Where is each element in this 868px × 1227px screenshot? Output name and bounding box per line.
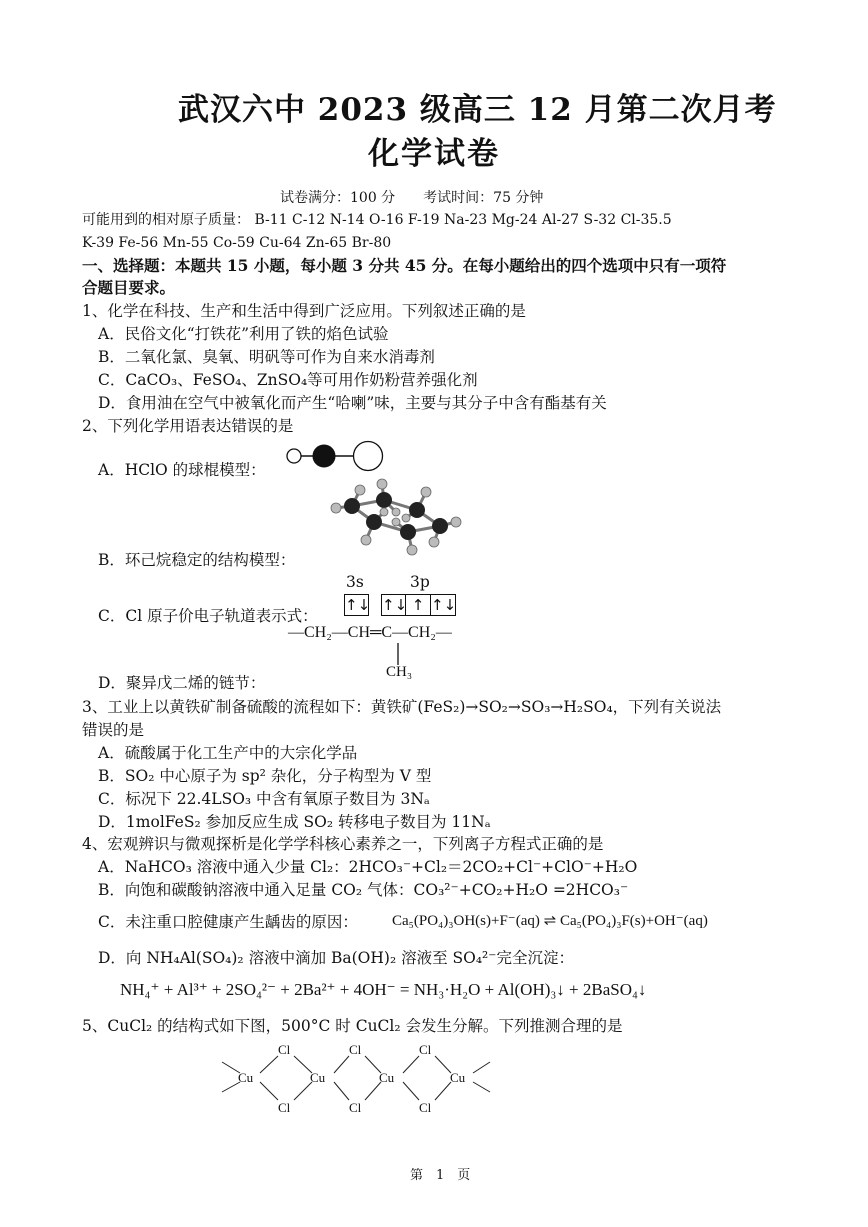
orbital-box: ↑↓ — [431, 596, 457, 614]
section-heading: 一、选择题：本题共 15 小题，每小题 3 分共 45 分。在每小题给出的四个选项中只有一项符 — [82, 256, 727, 275]
page-subtitle: 化学试卷 — [368, 136, 500, 172]
cu-atom: Cu — [238, 1070, 254, 1085]
orbital-3p-boxes — [381, 594, 456, 616]
page-number: 第 1 页 — [410, 1168, 471, 1183]
q3-option-c: C．标况下 22.4LSO₃ 中含有氧原子数目为 3Nₐ — [98, 790, 430, 808]
chlorine-atom — [354, 442, 383, 471]
cl-atom: Cl — [419, 1100, 432, 1115]
q3-option-b: B．SO₂ 中心原子为 sp² 杂化，分子构型为 V 型 — [98, 767, 432, 785]
cl-atom: Cl — [419, 1042, 432, 1057]
cu-atom: Cu — [450, 1070, 466, 1085]
orbital-3s-box — [344, 594, 369, 616]
q2-option-b: B．环己烷稳定的结构模型： — [98, 551, 296, 569]
orbital-label-3s: 3s — [346, 573, 364, 591]
hclo-ball-stick-model — [284, 440, 386, 472]
oxygen-atom — [313, 445, 335, 467]
cucl2-chain-structure — [218, 1040, 498, 1116]
cl-atom: Cl — [278, 1042, 291, 1057]
q1-option-c: C．CaCO₃、FeSO₄、ZnSO₄等可用作奶粉营养强化剂 — [98, 371, 478, 389]
q5-stem: 5、CuCl₂ 的结构式如下图，500°C 时 CuCl₂ 会发生分解。下列推测合理的是 — [82, 1017, 623, 1035]
q2-option-a: A．HClO 的球棍模型： — [98, 461, 266, 479]
atomic-mass-line-1: 可能用到的相对原子质量： B-11 C-12 N-14 O-16 F-19 Na-23 Mg-24 Al-27 S-32 Cl-35.5 — [82, 212, 672, 228]
q4-option-c: C．未注重口腔健康产生龋齿的原因： — [98, 913, 358, 931]
orbital-box: ↑↓ — [382, 596, 408, 614]
atomic-mass-line-2: K-39 Fe-56 Mn-55 Co-59 Cu-64 Zn-65 Br-80 — [82, 235, 392, 251]
q2-option-d: D．聚异戊二烯的链节： — [98, 674, 266, 692]
q4-option-a: A．NaHCO₃ 溶液中通入少量 Cl₂：2HCO₃⁻+Cl₂＝2CO₂+Cl⁻+ClO⁻+H₂O — [98, 858, 638, 876]
orbital-box: ↑ — [406, 594, 431, 616]
q3-stem-cont: 错误的是 — [82, 721, 145, 739]
q3-stem: 3、工业上以黄铁矿制备硫酸的流程如下：黄铁矿(FeS₂)→SO₂→SO₃→H₂SO₄，下列有关说法 — [82, 698, 722, 716]
hydrogen-atom — [287, 449, 301, 463]
page-title: 武汉六中 2023 级高三 12 月第二次月考 — [178, 92, 777, 128]
q4-stem: 4、宏观辨识与微观探析是化学学科核心素养之一，下列离子方程式正确的是 — [82, 835, 604, 853]
q2-stem: 2、下列化学用语表达错误的是 — [82, 417, 294, 435]
q3-option-a: A．硫酸属于化工生产中的大宗化学品 — [98, 744, 358, 762]
exam-info: 试卷满分：100 分 考试时间：75 分钟 — [280, 190, 544, 206]
cl-atom: Cl — [349, 1100, 362, 1115]
q3-option-d: D．1molFeS₂ 参加反应生成 SO₂ 转移电子数目为 11Nₐ — [98, 813, 491, 831]
q2-option-c: C．Cl 原子价电子轨道表示式： — [98, 607, 318, 625]
cyclohexane-chair-model — [322, 478, 467, 558]
q1-stem: 1、化学在科技、生产和生活中得到广泛应用。下列叙述正确的是 — [82, 302, 526, 320]
q1-option-a: A．民俗文化“打铁花”利用了铁的焰色试验 — [98, 325, 389, 343]
q4-option-d-equation: NH₄⁺ + Al³⁺ + 2SO₄²⁻ + 2Ba²⁺ + 4OH⁻ = NH₃·H₂O + Al(OH)₃↓ + 2BaSO₄↓ — [120, 980, 647, 999]
polyisoprene-chain: —CH₂—CH═C—CH₂— — [288, 624, 452, 641]
q4-option-d: D．向 NH₄Al(SO₄)₂ 溶液中滴加 Ba(OH)₂ 溶液至 SO₄²⁻完全沉淀： — [98, 949, 574, 967]
q1-option-b: B．二氧化氯、臭氧、明矾等可作为自来水消毒剂 — [98, 348, 435, 366]
cu-atom: Cu — [310, 1070, 326, 1085]
q4-option-c-equation: Ca₅(PO₄)₃OH(s)+F⁻(aq) ⇌ Ca₅(PO₄)₃F(s)+OH⁻(aq) — [392, 913, 708, 929]
q1-option-d: D．食用油在空气中被氧化而产生“哈喇”味，主要与其分子中含有酯基有关 — [98, 394, 607, 412]
q4-option-b: B．向饱和碳酸钠溶液中通入足量 CO₂ 气体：CO₃²⁻+CO₂+H₂O =2HCO₃⁻ — [98, 881, 629, 899]
methyl-group: CH₃ — [386, 664, 413, 680]
orbital-box: ↑↓ — [345, 596, 371, 614]
orbital-label-3p: 3p — [410, 573, 430, 591]
cl-atom: Cl — [349, 1042, 362, 1057]
cl-atom: Cl — [278, 1100, 291, 1115]
section-heading-cont: 合题目要求。 — [82, 278, 176, 297]
cu-atom: Cu — [379, 1070, 395, 1085]
